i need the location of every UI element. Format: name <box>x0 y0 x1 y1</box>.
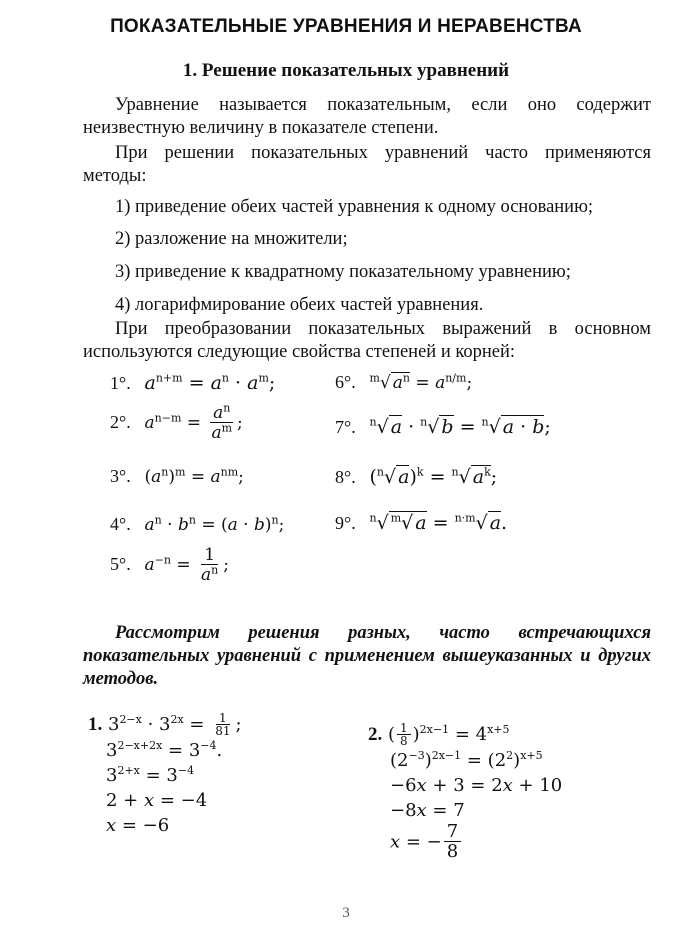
example-1-number: 1. <box>88 714 103 735</box>
property-9-label: 9°. <box>335 513 356 533</box>
method-3: 3) приведение к квадратному показательному уравнению; <box>115 262 571 282</box>
example-1-line-1: 1. $3^{2-x} \cdot 3^{2x}$ = $\frac{1}{81}$ ; <box>88 711 242 738</box>
example-2-line-3: −6x + 3 = 2x + 10 <box>390 775 563 796</box>
example-1-line-2: $3^{2-x+2x} = 3^{-4}$. <box>106 739 223 761</box>
example-1-line-4: 2 + x = −4 <box>106 790 208 811</box>
property-4: 4°. $a^n \cdot b^n = (a \cdot b)^n$; <box>110 513 285 535</box>
property-6: 6°. $^m$√ $a^n = a^{n/m}$; <box>335 371 473 393</box>
example-2-line-1: 2. ( $\frac{1}{8}$ )$^{2x-1} = 4^{x+5}$ <box>368 721 510 748</box>
property-6-label: 6°. <box>335 372 356 392</box>
example-1-line-5: x = −6 <box>106 815 170 836</box>
paragraph-3-text: При преобразовании показательных выражений в основном используются следующие свойства степеней и корней: <box>83 319 651 362</box>
property-1-label: 1°. <box>110 373 131 393</box>
property-3-label: 3°. <box>110 466 131 486</box>
section-title: 1. Решение показательных уравнений <box>182 60 510 81</box>
property-5-label: 5°. <box>110 554 131 574</box>
property-8-label: 8°. <box>335 467 356 487</box>
property-5: 5°. $a^{-n}$ = $\frac{1}{a^n}$ ; <box>110 545 229 585</box>
property-7: 7°. $^n$√ a · $^n$√ b = $^n$√ a · b; <box>335 415 551 438</box>
intro-bold-text <box>83 622 651 691</box>
page-number: 3 <box>342 905 350 921</box>
example-2 <box>368 722 562 862</box>
example-2-number: 2. <box>368 724 383 745</box>
paragraph-2-text: При решении показательных уравнений часто применяются методы: <box>83 143 651 186</box>
intro-bold-paragraph: Рассмотрим решения разных, часто встречающихся показательных уравнений с применением вышеуказанных и других методов. <box>83 623 651 689</box>
property-2-label: 2°. <box>110 412 131 432</box>
property-8: 8°. ($^n$√ a)$^k$ = $^n$√ $a^k$; <box>335 465 498 488</box>
property-2: 2°. $a^{n-m}$ = $\frac{a^n}{a^m}$ ; <box>110 401 243 443</box>
example-2-line-2: $(2^{-3})^{2x-1} = (2^2)^{x+5}$ <box>390 749 543 771</box>
property-9: 9°. $^n$√ $^m$√ a = $^{n\cdot m}$√ a. <box>335 511 508 534</box>
page-title: ПОКАЗАТЕЛЬНЫЕ УРАВНЕНИЯ И НЕРАВЕНСТВА <box>110 16 582 37</box>
example-2-line-4: −8x = 7 <box>390 800 465 821</box>
intro-paragraph-1 <box>83 94 651 188</box>
paragraph-1-text: Уравнение называется показательным, если оно содержит неизвестную величину в показателе степени. <box>83 95 651 138</box>
example-2-line-5: x = − $\frac{7}{8}$ <box>368 823 562 862</box>
intro-paragraph-3 <box>83 318 651 364</box>
property-7-label: 7°. <box>335 417 356 437</box>
method-4: 4) логарифмирование обеих частей уравнения. <box>115 295 484 315</box>
property-4-label: 4°. <box>110 514 131 534</box>
example-1 <box>88 712 242 838</box>
property-3: 3°. $(a^n)^m = a^{nm}$; <box>110 465 244 487</box>
method-1: 1) приведение обеих частей уравнения к одному основанию; <box>115 197 594 217</box>
method-2: 2) разложение на множители; <box>115 229 348 249</box>
property-1: 1°. $a^{n+m} = a^n \cdot a^m$; <box>110 371 276 394</box>
example-1-line-3: $3^{2+x} = 3^{-4}$ <box>106 764 195 786</box>
